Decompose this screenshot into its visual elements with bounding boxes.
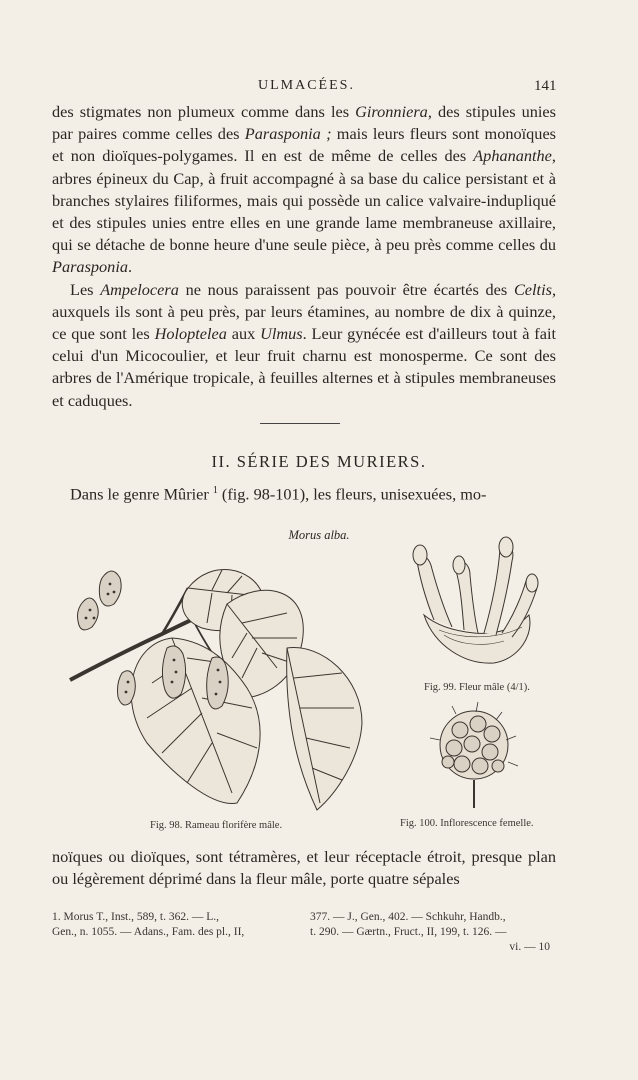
footnote-line: 377. — J., Gen., 402. — Schkuhr, Handb., xyxy=(310,911,506,923)
paragraph-1: des stigmates non plumeux comme dans les Gironniera, des stipules unies par paires comme celles des Parasponia ; mais leurs fleurs sont monoïques et non dioïques-polygames. Il en est de même de celles des Aphananthe, arbres épineux du Cap, à fruit accompagné à sa base du calice persistant et à branches stylaires filiformes, mais qui possède un calice valvaire-indupliqué et des stipules unies entre elles en une grande lame membraneuse axillaire, qui se détache de bonne heure d'une seule pièce, à peu près comme celles du Parasponia. xyxy=(52,102,557,277)
page-header xyxy=(0,78,638,98)
fig98-branch-illustration xyxy=(62,548,372,814)
running-head: ULMACÉES. xyxy=(258,78,355,93)
fig100-female-inflorescence-illustration xyxy=(426,700,522,810)
footnote-line: t. 290. — Gærtn., Fruct., II, 199, t. 126. — xyxy=(310,926,507,938)
section-heading: II. SÉRIE DES MURIERS. xyxy=(211,452,427,471)
fig99-male-flower-illustration xyxy=(404,535,544,670)
species-caption: Morus alba. xyxy=(288,528,350,542)
fig99-caption: Fig. 99. Fleur mâle (4/1). xyxy=(424,682,530,693)
fig100-caption: Fig. 100. Inflorescence femelle. xyxy=(400,818,534,829)
body-text-bottom xyxy=(52,846,556,890)
paragraph-2: Les Ampelocera ne nous paraissent pas pouvoir être écartés des Celtis, auxquels ils sont à peu près, par leurs étamines, au nombre de dix à quinze, ce que sont les Holoptelea aux Ulmus. Leur gynécée est d'ailleurs tout à fait celui d'un Micocoulier, et leur fruit charnu est monosperme. Ce sont des arbres de l'Amérique tropicale, à feuilles alternes et à stipules membraneuses et caduques. xyxy=(52,279,557,410)
section-divider xyxy=(260,423,340,424)
footnote-line: Gen., n. 1055. — Adans., Fam. des pl., II, xyxy=(52,926,245,938)
footnote-line: 1. Morus T., Inst., 589, t. 362. — L., xyxy=(52,911,219,923)
paragraph-3-continued: noïques ou dioïques, sont tétramères, et leur réceptacle étroit, presque plan ou légèrement déprimé dans la fleur mâle, porte quatre sépales xyxy=(52,847,556,889)
footnote-column-right xyxy=(310,910,562,955)
footnote-ref: 1 xyxy=(212,485,218,496)
signature-mark: vi. — 10 xyxy=(509,941,550,953)
body-text-top xyxy=(52,101,556,412)
page-number: 141 xyxy=(534,78,557,94)
fig98-caption: Fig. 98. Rameau florifère mâle. xyxy=(150,820,283,831)
footnote-column-left xyxy=(52,910,307,940)
body-text-mid xyxy=(52,480,556,506)
paragraph-3-start: Dans le genre Mûrier $^1$ (fig. 98-101), les fleurs, unisexuées, mo- xyxy=(70,484,487,504)
